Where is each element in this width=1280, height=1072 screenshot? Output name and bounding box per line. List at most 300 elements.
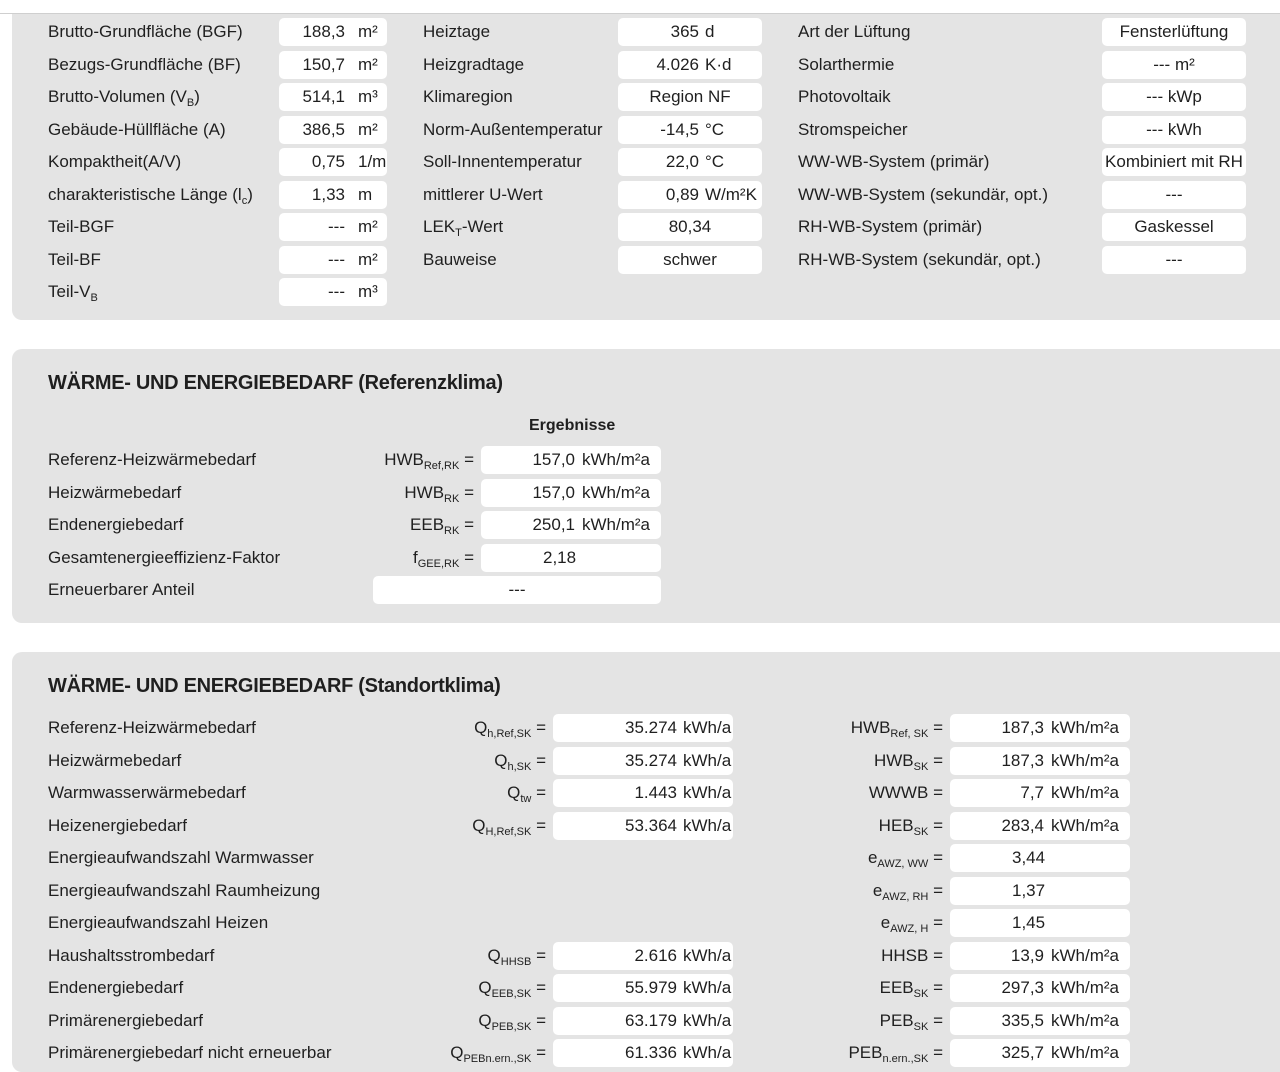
- annual-symbol-text: Q: [478, 978, 492, 997]
- annual-value-box: [553, 779, 733, 807]
- specific-symbol: [880, 1007, 943, 1035]
- system-field-value: --- m²: [1153, 54, 1195, 74]
- annual-symbol: [488, 942, 546, 970]
- specific-symbol-text: HHSB: [881, 945, 929, 965]
- specific-symbol-subscript: SK: [913, 988, 929, 1000]
- specific-value: 13,9: [1010, 945, 1044, 965]
- climate-field-label: Norm-Außentemperatur: [423, 119, 603, 139]
- reference-value: 157,0: [532, 482, 575, 502]
- annual-symbol: [507, 779, 546, 807]
- reference-row-symbol: [410, 511, 474, 539]
- system-field-value: Kombiniert mit RH: [1105, 152, 1243, 171]
- specific-unit: kWh/m²a: [1051, 815, 1119, 835]
- specific-value: 7,7: [1020, 783, 1044, 802]
- reference-row-label: Endenergiebedarf: [48, 515, 184, 534]
- site-row-label: Warmwasserwärmebedarf: [48, 783, 246, 802]
- system-field-value-box: [1102, 246, 1246, 274]
- annual-value: 63.179: [625, 1010, 677, 1030]
- annual-symbol-subscript: EEB,SK: [491, 988, 532, 1000]
- building-field-value-box: [279, 181, 387, 209]
- annual-value-box: [553, 747, 733, 775]
- climate-field-label: Bauweise: [423, 249, 497, 269]
- building-field-label: [48, 119, 226, 141]
- system-field-label: WW-WB-System (sekundär, opt.): [798, 184, 1049, 204]
- annual-value: 2.616: [634, 945, 677, 965]
- building-field-label-subscript: B: [186, 97, 195, 109]
- specific-unit: kWh/m²a: [1051, 1010, 1119, 1030]
- specific-symbol: [881, 909, 943, 937]
- specific-unit: kWh/m²a: [1051, 750, 1119, 770]
- specific-symbol: [881, 942, 943, 970]
- annual-symbol-text: Q: [507, 783, 521, 802]
- building-field-value-box: [279, 116, 387, 144]
- annual-value-box: [553, 942, 733, 970]
- specific-value-box: [950, 714, 1130, 742]
- reference-symbol-subscript: Ref,RK: [423, 460, 460, 472]
- specific-value: 297,3: [1001, 978, 1044, 997]
- equals-sign: =: [536, 1043, 546, 1062]
- climate-field-value: 22,0: [665, 152, 699, 171]
- building-field-value-box: [279, 148, 387, 176]
- specific-symbol-text: HEB: [878, 815, 914, 835]
- building-field-label-text: Teil-V: [48, 282, 91, 301]
- specific-symbol-subscript: AWZ, RH: [882, 890, 929, 903]
- climate-field-label: [423, 21, 490, 43]
- specific-value-box: [950, 1007, 1130, 1035]
- system-field-value: --- kWh: [1146, 119, 1202, 139]
- specific-value: 283,4: [1001, 815, 1044, 835]
- specific-symbol-text: e: [880, 913, 891, 932]
- specific-symbol-subscript: AWZ, WW: [877, 858, 929, 870]
- equals-sign: =: [933, 1010, 943, 1030]
- equals-sign: =: [536, 783, 546, 802]
- site-row-label: Endenergiebedarf: [48, 978, 184, 997]
- building-field-label: [48, 21, 243, 43]
- climate-field-label: [423, 151, 582, 173]
- site-row-label: Haushaltsstrombedarf: [48, 945, 215, 965]
- results-header: Ergebnisse: [529, 417, 616, 434]
- site-row-label: [48, 912, 268, 934]
- climate-field-label: [423, 216, 503, 238]
- building-field-label: [48, 281, 98, 303]
- annual-value: 53.364: [625, 815, 677, 835]
- site-row-label: Heizenergiebedarf: [48, 815, 187, 835]
- building-field-value: ---: [328, 282, 345, 301]
- building-field-label: [48, 151, 181, 173]
- specific-symbol: [868, 844, 943, 872]
- annual-symbol: [450, 1039, 546, 1067]
- annual-symbol-text: Q: [474, 718, 488, 737]
- climate-field-label: Soll-Innentemperatur: [423, 152, 582, 171]
- equals-sign: =: [536, 945, 546, 965]
- specific-value: 187,3: [1001, 718, 1044, 737]
- site-row-label: Primärenergiebedarf: [48, 1010, 203, 1030]
- specific-symbol-text: HWB: [850, 718, 891, 737]
- site-row-label: [48, 880, 320, 902]
- system-field-label: [798, 216, 982, 238]
- system-field-label: Photovoltaik: [798, 87, 891, 106]
- specific-symbol-subscript: Ref, SK: [890, 728, 929, 740]
- climate-field-label: mittlerer U-Wert: [423, 184, 543, 204]
- equals-sign: =: [933, 718, 943, 737]
- building-field-label: [48, 54, 241, 76]
- renewable-value: ---: [508, 580, 526, 599]
- equals-sign: =: [536, 1010, 546, 1030]
- system-field-value: Fensterlüftung: [1119, 22, 1229, 41]
- reference-value: 250,1: [532, 515, 575, 534]
- building-field-unit: m²: [358, 249, 378, 269]
- reference-climate-panel: [12, 349, 1280, 623]
- specific-symbol-text: EEB: [879, 978, 914, 997]
- specific-value-box: [950, 844, 1130, 872]
- reference-symbol: HWB: [384, 450, 424, 469]
- building-field-label: [48, 86, 200, 108]
- annual-unit: kWh/a: [683, 978, 732, 997]
- equals-sign: =: [933, 815, 943, 835]
- specific-value: 1,37: [1012, 880, 1046, 900]
- annual-symbol-text: Q: [472, 815, 486, 835]
- climate-field-value-box: [618, 246, 762, 274]
- building-field-label: Teil-BF: [48, 249, 101, 269]
- specific-symbol: [848, 1039, 943, 1067]
- site-row-label: [48, 717, 256, 739]
- specific-value: 325,7: [1001, 1043, 1044, 1062]
- specific-value-box: [950, 909, 1130, 937]
- climate-field-unit: °C: [705, 119, 725, 139]
- climate-field-label: [423, 249, 497, 271]
- specific-value-box: [950, 942, 1130, 970]
- annual-value: 35.274: [625, 750, 677, 770]
- climate-field-unit: d: [705, 22, 715, 41]
- annual-unit: kWh/a: [683, 1010, 732, 1030]
- climate-field-value-box: [618, 116, 762, 144]
- building-field-value-box: [279, 213, 387, 241]
- equals-sign: =: [464, 482, 474, 502]
- climate-field-label-subscript: T: [455, 227, 462, 239]
- system-field-label: WW-WB-System (primär): [798, 152, 990, 171]
- reference-section-title: WÄRME- UND ENERGIEBEDARF (Referenzklima): [48, 372, 503, 394]
- reference-row-label: [48, 514, 183, 536]
- annual-value: 1.443: [634, 783, 677, 802]
- specific-symbol: [874, 747, 943, 775]
- climate-field-value-box: [618, 213, 762, 241]
- building-field-value: 514,1: [302, 87, 345, 106]
- climate-field-unit: °C: [705, 152, 725, 171]
- system-field-label: RH-WB-System (primär): [798, 217, 983, 236]
- equals-sign: =: [536, 718, 546, 737]
- equals-sign: =: [933, 880, 943, 900]
- reference-row-label: [48, 482, 181, 504]
- reference-row-symbol: [413, 544, 474, 572]
- reference-value-box: [481, 511, 661, 539]
- site-row-label: [48, 782, 246, 804]
- renewable-label: Erneuerbarer Anteil: [48, 580, 195, 599]
- system-field-value-box: [1102, 148, 1246, 176]
- reference-unit: kWh/m²a: [582, 450, 650, 469]
- reference-row-label: Heizwärmebedarf: [48, 482, 182, 502]
- climate-field-unit: K·d: [705, 54, 732, 74]
- equals-sign: =: [933, 913, 943, 932]
- climate-field-value: 4.026: [656, 54, 699, 74]
- specific-value-box: [950, 877, 1130, 905]
- annual-symbol-subscript: HHSB: [500, 955, 532, 968]
- site-row-label: Energieaufwandszahl Raumheizung: [48, 880, 321, 900]
- climate-field-value-box: [618, 51, 762, 79]
- specific-symbol-text: e: [872, 880, 883, 900]
- site-row-label: [48, 945, 214, 967]
- site-section-title: WÄRME- UND ENERGIEBEDARF (Standortklima): [48, 675, 501, 697]
- reference-value-box: [481, 544, 661, 572]
- climate-field-value: schwer: [663, 249, 717, 269]
- specific-symbol: [880, 974, 943, 1002]
- annual-symbol-text: Q: [494, 750, 508, 770]
- reference-symbol-subscript: RK: [444, 492, 460, 505]
- building-field-label: Gebäude-Hüllfläche (A): [48, 119, 226, 139]
- annual-value: 55.979: [625, 978, 677, 997]
- building-field-label-text-end: ): [194, 87, 200, 106]
- site-row-label: Primärenergiebedarf nicht erneuerbar: [48, 1043, 332, 1062]
- climate-field-value-box: [618, 83, 762, 111]
- specific-unit: kWh/m²a: [1051, 783, 1119, 802]
- climate-field-value: 0,89: [665, 184, 699, 204]
- site-row-label: [48, 977, 183, 999]
- reference-row-label: [48, 547, 280, 569]
- annual-symbol-subscript: h,SK: [507, 760, 532, 773]
- system-field-label: [798, 21, 910, 43]
- building-field-unit: 1/m: [358, 152, 387, 171]
- system-field-label: [798, 86, 891, 108]
- reference-symbol: f: [413, 547, 418, 567]
- site-climate-panel: [12, 652, 1280, 1072]
- building-field-label: Bezugs-Grundfläche (BF): [48, 54, 241, 74]
- system-field-value-box: [1102, 181, 1246, 209]
- building-field-label: Brutto-Grundfläche (BGF): [48, 22, 243, 41]
- specific-symbol-subscript: SK: [913, 1020, 929, 1033]
- building-field-value-box: [279, 51, 387, 79]
- site-row-label: Energieaufwandszahl Heizen: [48, 913, 269, 932]
- building-field-label-text: Brutto-Volumen (V: [48, 87, 187, 106]
- specific-symbol-subscript: AWZ, H: [890, 923, 929, 935]
- reference-row-label: Referenz-Heizwärmebedarf: [48, 450, 256, 469]
- site-row-label: Energieaufwandszahl Warmwasser: [48, 848, 314, 867]
- specific-symbol-text: PEB: [848, 1043, 883, 1062]
- specific-value-box: [950, 812, 1130, 840]
- building-field-unit: m²: [358, 22, 378, 41]
- annual-symbol: [478, 1007, 546, 1035]
- building-field-label-text: charakteristische Länge (l: [48, 184, 242, 204]
- building-field-unit: m³: [358, 87, 378, 106]
- system-field-value-box: [1102, 83, 1246, 111]
- building-field-value-box: [279, 246, 387, 274]
- annual-unit: kWh/a: [683, 750, 732, 770]
- specific-value-box: [950, 1039, 1130, 1067]
- equals-sign: =: [536, 815, 546, 835]
- climate-field-label-text: LEK: [423, 217, 456, 236]
- climate-field-value-box: [618, 18, 762, 46]
- reference-symbol-subscript: RK: [444, 525, 460, 537]
- site-row-label: [48, 750, 181, 772]
- annual-symbol: [472, 812, 546, 840]
- reference-symbol: HWB: [404, 482, 445, 502]
- reference-value-box: [481, 446, 661, 474]
- annual-symbol-text: Q: [450, 1043, 464, 1062]
- reference-symbol: EEB: [410, 515, 445, 534]
- specific-value-box: [950, 779, 1130, 807]
- site-row-label: Referenz-Heizwärmebedarf: [48, 718, 256, 737]
- annual-symbol-subscript: PEB,SK: [491, 1020, 532, 1033]
- annual-symbol: [478, 974, 546, 1002]
- annual-unit: kWh/a: [683, 1043, 732, 1062]
- system-field-label: [798, 151, 989, 173]
- climate-field-value: 80,34: [668, 217, 712, 236]
- equals-sign: =: [933, 783, 943, 802]
- specific-value: 335,5: [1001, 1010, 1044, 1030]
- equals-sign: =: [933, 1043, 943, 1062]
- annual-symbol-subscript: h,Ref,SK: [487, 728, 532, 740]
- specific-unit: kWh/m²a: [1051, 718, 1119, 737]
- equals-sign: =: [464, 515, 474, 534]
- building-field-value: 1,33: [311, 184, 345, 204]
- building-data-panel: [12, 14, 1280, 320]
- reference-value: 2,18: [543, 547, 577, 567]
- building-field-unit: m: [358, 184, 373, 204]
- climate-field-label-text-end: -Wert: [461, 217, 504, 236]
- system-field-value: ---: [1165, 249, 1183, 269]
- equals-sign: =: [536, 978, 546, 997]
- annual-value-box: [553, 714, 733, 742]
- specific-unit: kWh/m²a: [1051, 978, 1119, 997]
- reference-row-symbol: [404, 479, 474, 507]
- system-field-value: Gaskessel: [1134, 217, 1214, 236]
- specific-symbol-text: WWWB: [868, 783, 929, 802]
- building-field-value: 188,3: [302, 22, 345, 41]
- system-field-value: --- kWp: [1146, 87, 1202, 106]
- building-field-value: 0,75: [311, 152, 345, 171]
- building-field-label-subscript: c: [241, 194, 248, 207]
- reference-row-label: Gesamtenergieeffizienz-Faktor: [48, 547, 281, 567]
- specific-unit: kWh/m²a: [1051, 945, 1119, 965]
- climate-field-value: -14,5: [660, 119, 699, 139]
- building-field-label: [48, 216, 114, 238]
- climate-field-value-box: [618, 181, 762, 209]
- building-field-value: ---: [328, 249, 345, 269]
- equals-sign: =: [536, 750, 546, 770]
- equals-sign: =: [464, 450, 474, 469]
- climate-field-value: Region NF: [649, 87, 731, 106]
- reference-unit: kWh/m²a: [582, 482, 650, 502]
- system-field-label: RH-WB-System (sekundär, opt.): [798, 249, 1041, 269]
- system-field-label: [798, 249, 1041, 271]
- specific-symbol: [869, 779, 943, 807]
- system-field-label: [798, 119, 908, 141]
- climate-field-label: [423, 86, 513, 108]
- equals-sign: =: [933, 978, 943, 997]
- annual-unit: kWh/a: [683, 945, 732, 965]
- building-field-value: ---: [328, 217, 345, 236]
- building-field-value-box: [279, 83, 387, 111]
- reference-unit: kWh/m²a: [582, 515, 650, 534]
- site-row-label: [48, 847, 314, 869]
- specific-symbol-text: HWB: [873, 750, 914, 770]
- specific-value: 1,45: [1012, 913, 1046, 932]
- building-field-label-text-end: ): [247, 184, 253, 204]
- site-row-label: [48, 815, 187, 837]
- building-field-value-box: [279, 18, 387, 46]
- site-row-label: [48, 1010, 203, 1032]
- specific-symbol-subscript: n.ern.,SK: [882, 1053, 929, 1065]
- specific-value: 3,44: [1012, 848, 1046, 867]
- annual-symbol-text: Q: [487, 945, 501, 965]
- annual-value-box: [553, 1007, 733, 1035]
- equals-sign: =: [933, 750, 943, 770]
- building-field-unit: m²: [358, 54, 378, 74]
- building-field-label: Teil-BGF: [48, 217, 115, 236]
- specific-symbol-text: e: [867, 848, 878, 867]
- climate-field-value-box: [618, 148, 762, 176]
- system-field-label: [798, 184, 1048, 206]
- building-field-label: [48, 184, 253, 206]
- annual-symbol-subscript: tw: [520, 793, 532, 805]
- system-field-value: ---: [1165, 184, 1183, 204]
- specific-symbol: [879, 812, 943, 840]
- system-field-value-box: [1102, 213, 1246, 241]
- specific-symbol: [851, 714, 943, 742]
- specific-value-box: [950, 974, 1130, 1002]
- top-border: [0, 0, 1280, 14]
- building-field-value: 150,7: [302, 54, 345, 74]
- system-field-label: Stromspeicher: [798, 119, 908, 139]
- building-field-label: Kompaktheit(A/V): [48, 152, 182, 171]
- annual-symbol: [474, 714, 546, 742]
- climate-field-unit: W/m²K: [705, 184, 757, 204]
- climate-field-label: [423, 54, 524, 76]
- annual-value: 35.274: [625, 718, 677, 737]
- annual-unit: kWh/a: [683, 783, 732, 802]
- annual-unit: kWh/a: [683, 718, 732, 737]
- reference-symbol-subscript: GEE,RK: [417, 557, 460, 570]
- equals-sign: =: [933, 945, 943, 965]
- annual-value-box: [553, 812, 733, 840]
- equals-sign: =: [933, 848, 943, 867]
- specific-symbol-subscript: SK: [913, 760, 929, 773]
- reference-row-label: [48, 449, 256, 471]
- building-field-unit: m²: [358, 217, 378, 236]
- renewable-label: [48, 579, 194, 601]
- site-row-label: [48, 1042, 332, 1064]
- climate-field-label: Heizgradtage: [423, 54, 525, 74]
- reference-row-symbol: [384, 446, 474, 474]
- annual-symbol-subscript: PEBn.ern.,SK: [463, 1053, 532, 1065]
- renewable-value-box: [373, 576, 661, 604]
- specific-value-box: [950, 747, 1130, 775]
- climate-field-value: 365: [670, 22, 699, 41]
- climate-field-label: [423, 184, 543, 206]
- system-field-value-box: [1102, 51, 1246, 79]
- building-field-value-box: [279, 278, 387, 306]
- equals-sign: =: [464, 547, 474, 567]
- building-field-label: [48, 249, 101, 271]
- system-field-value-box: [1102, 116, 1246, 144]
- site-row-label: Heizwärmebedarf: [48, 750, 182, 770]
- specific-symbol-text: PEB: [879, 1010, 914, 1030]
- specific-symbol: [873, 877, 943, 905]
- specific-unit: kWh/m²a: [1051, 1043, 1119, 1062]
- building-field-value: 386,5: [302, 119, 345, 139]
- building-field-unit: m³: [358, 282, 378, 301]
- reference-value-box: [481, 479, 661, 507]
- reference-value: 157,0: [532, 450, 575, 469]
- annual-symbol-text: Q: [478, 1010, 492, 1030]
